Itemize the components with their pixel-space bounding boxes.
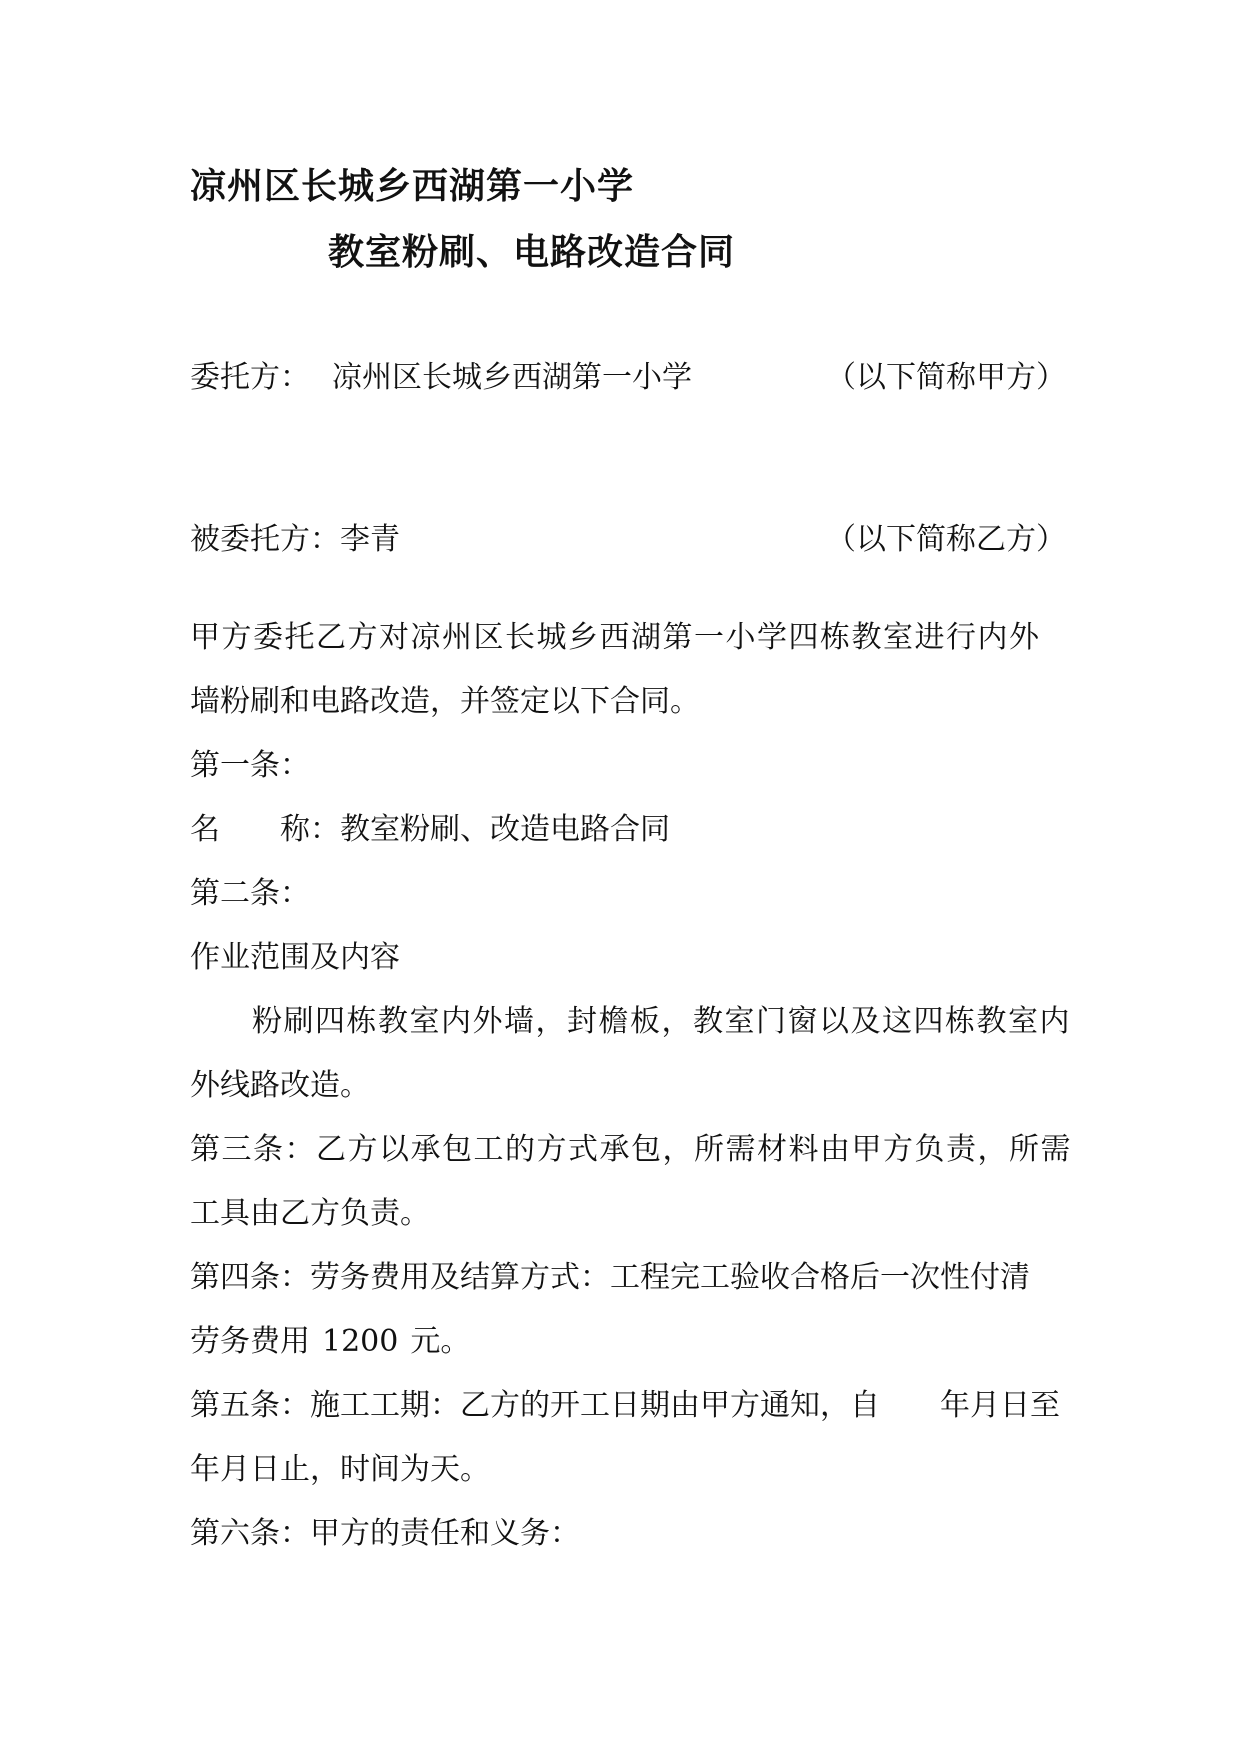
article-4-line-1: 第四条：劳务费用及结算方式：工程完工验收合格后一次性付清 [190, 1260, 1030, 1295]
article-1-name-value: 教室粉刷、改造电路合同 [340, 812, 670, 847]
intro-line-1: 甲方委托乙方对凉州区长城乡西湖第一小学四栋教室进行内外 [190, 620, 1041, 655]
article-1-name-label-b: 称： [280, 812, 340, 847]
article-5-line-1 [190, 1386, 1060, 1426]
article-2-line-2: 外线路改造。 [190, 1068, 370, 1103]
article-1-heading: 第一条： [190, 748, 310, 783]
party-a-note: （以下简称甲方） [826, 360, 1066, 395]
article-2-line-1: 粉刷四栋教室内外墙，封檐板，教室门窗以及这四栋教室内 [252, 1004, 1071, 1039]
article-6-heading: 第六条：甲方的责任和义务： [190, 1516, 580, 1551]
article-1-name-row [190, 810, 670, 850]
party-b-row [190, 520, 400, 560]
party-a-name: 凉州区长城乡西湖第一小学 [332, 360, 692, 395]
article-4-amount: 1200 [322, 1324, 399, 1359]
intro-line-2: 墙粉刷和电路改造，并签定以下合同。 [190, 684, 700, 719]
article-1-name-label-a: 名 [190, 812, 220, 847]
article-5-line-2: 年月日止，时间为天。 [190, 1452, 490, 1487]
party-a-label: 委托方： [190, 360, 310, 395]
article-4-line-2 [190, 1322, 470, 1362]
article-4-unit: 元。 [410, 1324, 471, 1359]
article-3-line-2: 工具由乙方负责。 [190, 1196, 430, 1231]
party-b-note: （以下简称乙方） [826, 522, 1066, 557]
article-5-text-a: 第五条：施工工期：乙方的开工日期由甲方通知，自 [190, 1388, 880, 1423]
party-a-row [190, 358, 692, 398]
article-2-subheading: 作业范围及内容 [190, 940, 400, 975]
article-4-fee-label: 劳务费用 [190, 1324, 310, 1359]
article-3-line-1: 第三条：乙方以承包工的方式承包，所需材料由甲方负责，所需 [190, 1132, 1072, 1167]
party-b-label: 被委托方： [190, 522, 340, 557]
article-5-text-b: 年月日至 [940, 1388, 1060, 1423]
article-2-heading: 第二条： [190, 876, 310, 911]
title-school-name: 凉州区长城乡西湖第一小学 [190, 165, 635, 207]
title-contract-name: 教室粉刷、电路改造合同 [328, 231, 736, 273]
party-b-name: 李青 [340, 522, 400, 557]
